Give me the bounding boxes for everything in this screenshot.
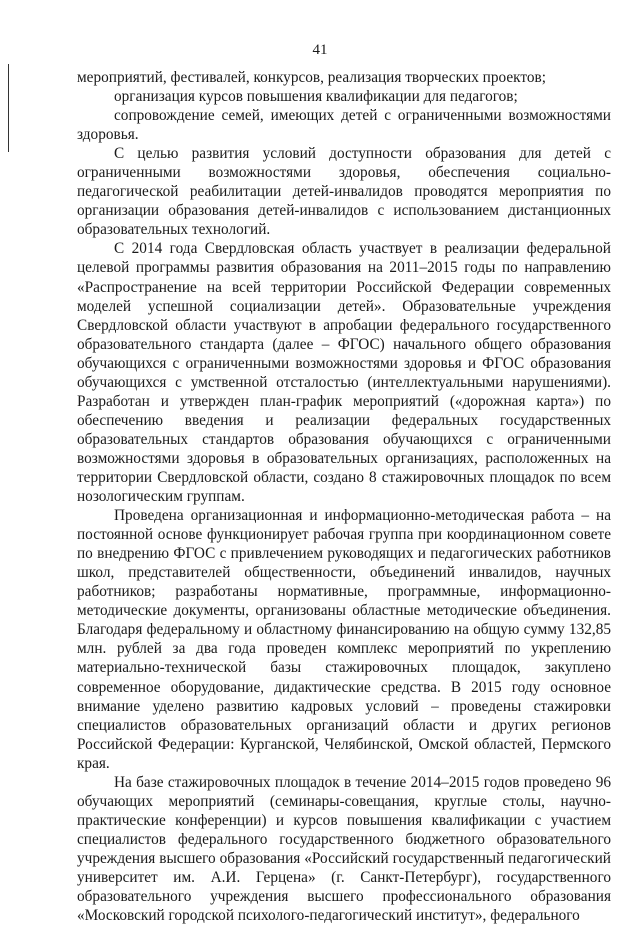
- paragraph-family-support: сопровождение семей, имеющих детей с ограниченными возможностями здоровья.: [77, 107, 611, 144]
- margin-line: [8, 64, 9, 152]
- paragraph-training-events: На базе стажировочных площадок в течение 2014–2015 годов проведено 96 обучающих мероприятий (семинары-совещания, круглые столы, научно-практические конференции) и курсов повышения квалификации с участием специалистов федерального государственного бюджетного образовательного учреждения высшего образования «Российский государственный педагогический университет им. А.И. Герцена» (г. Санкт-Петербург), государственного образовательного учреждения высшего профессионального образования «Московский городской психолого-педагогический институт», федерального: [77, 773, 611, 925]
- paragraph-teacher-courses: организация курсов повышения квалификации для педагогов;: [114, 88, 518, 106]
- body-text: [77, 68, 611, 925]
- page-number: 41: [312, 42, 328, 58]
- paragraph-accessibility: С целью развития условий доступности образования для детей с ограниченными возможностями здоровья, обеспечения социально-педагогической реабилитации детей-инвалидов проводятся мероприятия по организации образования детей-инвалидов с использованием дистанционных образовательных технологий.: [77, 145, 611, 239]
- paragraph-federal-program: С 2014 года Свердловская область участвует в реализации федеральной целевой программы развития образования на 2011–2015 годы по направлению «Распространение на всей территории Российской Федерации современных моделей успешной социализации детей». Образовательные учреждения Свердловской области участвуют в апробации федерального государственного образовательного стандарта (далее – ФГОС) начального общего образования обучающихся с ограниченными возможностями здоровья и ФГОС образования обучающихся с умственной отсталостью (интеллектуальными нарушениями). Разработан и утвержден план-график мероприятий («дорожная карта») по обеспечению введения и реализации федеральных государственных образовательных стандартов образования обучающихся с ограниченными возможностями здоровья в образовательных организациях, расположенных на территории Свердловской области, создано 8 стажировочных площадок по всем нозологическим группам.: [77, 240, 611, 506]
- paragraph-continuation: мероприятий, фестивалей, конкурсов, реализация творческих проектов;: [77, 69, 546, 86]
- paragraph-methodical-work: Проведена организационная и информационно-методическая работа – на постоянной основе функционирует рабочая группа при координационном совете по внедрению ФГОС с привлечением руководящих и педагогических работников школ, представителей общественности, объединений инвалидов, научных работников; разработаны нормативные, программные, информационно-методические документы, организованы областные методические объединения. Благодаря федеральному и областному финансированию на общую сумму 132,85 млн. рублей за два года проведен комплекс мероприятий по укреплению материально-технической базы стажировочных площадок, закуплено современное оборудование, дидактические средства. В 2015 году основное внимание уделено развитию кадровых условий – проведены стажировки специалистов образовательных организаций области и других регионов Российской Федерации: Курганской, Челябинской, Омской областей, Пермского края.: [77, 507, 611, 772]
